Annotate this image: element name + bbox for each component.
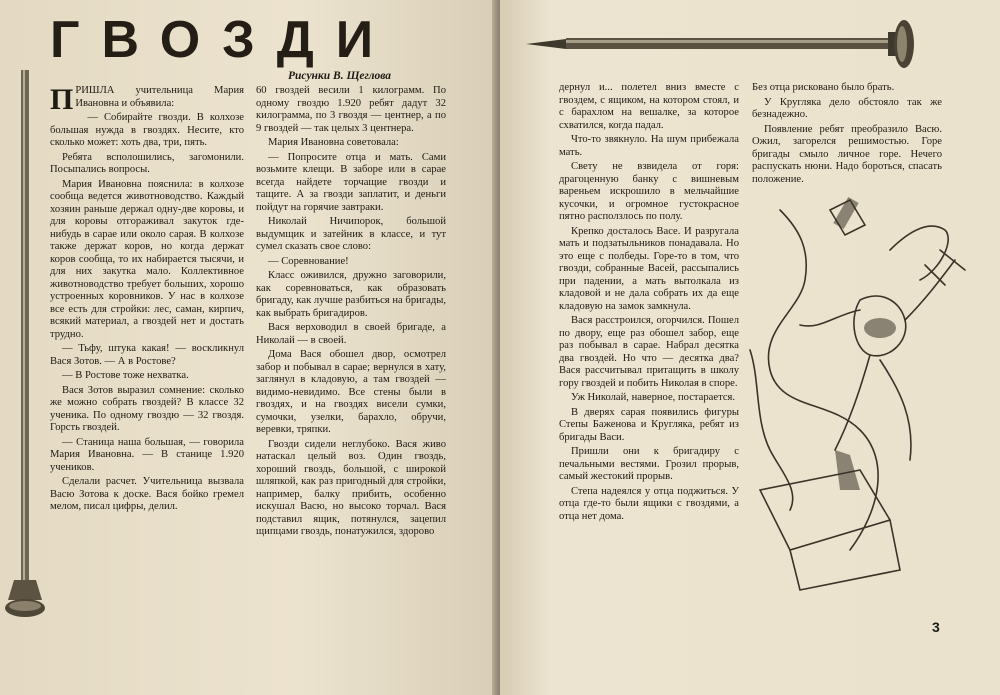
text-column-2 [256, 85, 446, 541]
paragraph: Пришли они к бригадиру с печальными вестями. Грозил прорыв, самый жестокий прорыв. [559, 446, 739, 482]
paragraph: Вася расстроился, огорчился. Пошел по двору, еще раз обошел забор, еще раз побывал в сарае. Набрал десятка два гвоздей. Но что — десятка два? Вася рассчитывал притащить в школу гору гвоздей и побить Николая в споре. [559, 315, 739, 389]
paragraph: Дома Вася обошел двор, осмотрел забор и побывал в сарае; вернулся в хату, заглянул в кладовую, а там гвоздей — видимо-невидимо. Все стены были в гвоздях, и на гвоздях висели сумки, сумочки, узелки, барахло, обручи, веревки, тряпки. [256, 349, 446, 435]
paragraph: — Соревнование! [268, 255, 349, 267]
paragraph: Свету не взвидела от горя: драгоценную банку с вишневым вареньем искрошило в мельчайшие кусочки, и огромное густокрасное пятно расползлось по полу. [559, 161, 739, 222]
paragraph: Вася Зотов выразил сомнение: сколько же можно собрать гвоздей? В классе 32 ученика. По одному гвоздю — 32 гвоздя. Горсть гвоздей. [50, 384, 244, 433]
paragraph: Что-то звякнуло. На шум прибежала мать. [559, 134, 739, 158]
text-column-1 [50, 85, 244, 516]
paragraph: Николай Ничипорок, большой выдумщик и затейник в классе, и тут сумел сказать свое слово: [256, 216, 446, 252]
paragraph: Ребята всполошились, загомонили. Посыпались вопросы. [50, 151, 244, 175]
paragraph: — Тьфу, штука какая! — воскликнул Вася Зотов. — А в Ростове? [50, 343, 244, 367]
page-number: 3 [932, 619, 940, 635]
paragraph: Без отца рисковано было брать. [752, 82, 895, 93]
vertical-nail-illustration [2, 70, 48, 630]
paragraph: Мария Ивановна советовала: [268, 137, 399, 148]
paragraph: Уж Николай, наверное, постарается. [571, 392, 736, 403]
paragraph: Вася верховодил в своей бригаде, а Николай — в своей. [256, 322, 446, 346]
illustration-credit: Рисунки В. Щеглова [288, 70, 392, 82]
paragraph: — Собирайте гвозди. В колхозе большая нужда в гвоздях. Несите, кто сколько может: хоть два, три, пять. [50, 112, 244, 148]
paragraph: Появление ребят преобразило Васю. Ожил, загорелся решимостью. Горе бригады смыло личное горе. Нечего распускать нюни. Надо бороться, спасать положение. [752, 123, 942, 185]
paragraph: Сделали расчет. Учительница вызвала Васю Зотова к доске. Вася бойко гремел мелом, писал цифры, делил. [50, 476, 244, 512]
paragraph: Гвозди сидели неглубоко. Вася живо натаскал целый воз. Один гвоздь, хороший гвоздь, большой, с широкой шляпкой, как раз пригодный для стройки, например, балку прибить, особенно искушал Васю, но высоко торчал. Вася подставил ящик, потянулся, зацепил щипцами гвоздь, понатужился, здорово [256, 438, 446, 537]
paragraph: — Попросите отца и мать. Сами возьмите клещи. В заборе или в сарае всегда найдете торчащие гвозди и тащите. А за гвозди заплатит, и деньги пойдут на горячие завтраки. [256, 151, 446, 213]
paragraph: У Кругляка дело обстояло так же безнадежно. [752, 96, 942, 120]
text-column-4 [752, 82, 942, 188]
paragraph: Крепко досталось Васе. И разругала мать и подзатыльников понадавала. Но это еще с полбеды. Горе-то в том, что гвозди, собранные Васей, рассыпались при падении, а мать вытолкала из кладовой и не дала собрать их да еще кладовую на замок замкнула. [559, 225, 739, 312]
text-column-3 [559, 82, 739, 525]
left-page [0, 0, 496, 695]
paragraph: Степа надеялся у отца поджиться. У отца где-то были ящики с гвоздями, а отца нет дома. [559, 485, 739, 522]
paragraph: дернул и... полетел вниз вместе с гвоздем, с ящиком, на котором стоял, и с барахлом на вешалке, за которое схватился, когда падал. [559, 82, 739, 131]
horizontal-nail-illustration [526, 12, 918, 68]
paragraph: ПРИШЛА учительница Мария Ивановна и объявила: [50, 83, 244, 116]
paragraph: Класс оживился, дружно заговорили, как соревноваться, как образовать бригаду, как лучше разбиться на бригады, как выбрать бригадиров. [256, 270, 446, 319]
paragraph: В дверях сарая появились фигуры Степы Баженова и Кругляка, ребят из бригады Васи. [559, 406, 739, 443]
paragraph: — Станица наша большая, — говорила Мария Ивановна. — В станице 1.920 учеников. [50, 436, 244, 473]
paragraph: Мария Ивановна пояснила: в колхозе сообща ведется животноводство. Каждый хозяин раньше держал одну-две коровы, и для коровы отгораживал закуток где-нибудь в сарае или около сарая. В колхозе также держат коров, но когда держат коров сообща, то их набирается тысячи, и для них закутка мало. Коллективное животноводство требует больших, хорошо устроенных коровников. У нас в колхозе все есть для стройки: лес, саман, кирпич, всякий материал, а гвоздей нет и достать трудно. [50, 178, 244, 340]
article-title: ГВОЗДИ [50, 11, 396, 69]
paragraph: 60 гвоздей весили 1 килограмм. По одному гвоздю 1.920 ребят дадут 32 килограмма, по 3 гвоздя — центнер, а по 9 гвоздей — так целых 3 центнера. [256, 85, 446, 134]
falling-boy-illustration [740, 190, 970, 610]
paragraph: — В Ростове тоже нехватка. [62, 370, 189, 381]
drop-cap: П [50, 83, 74, 116]
